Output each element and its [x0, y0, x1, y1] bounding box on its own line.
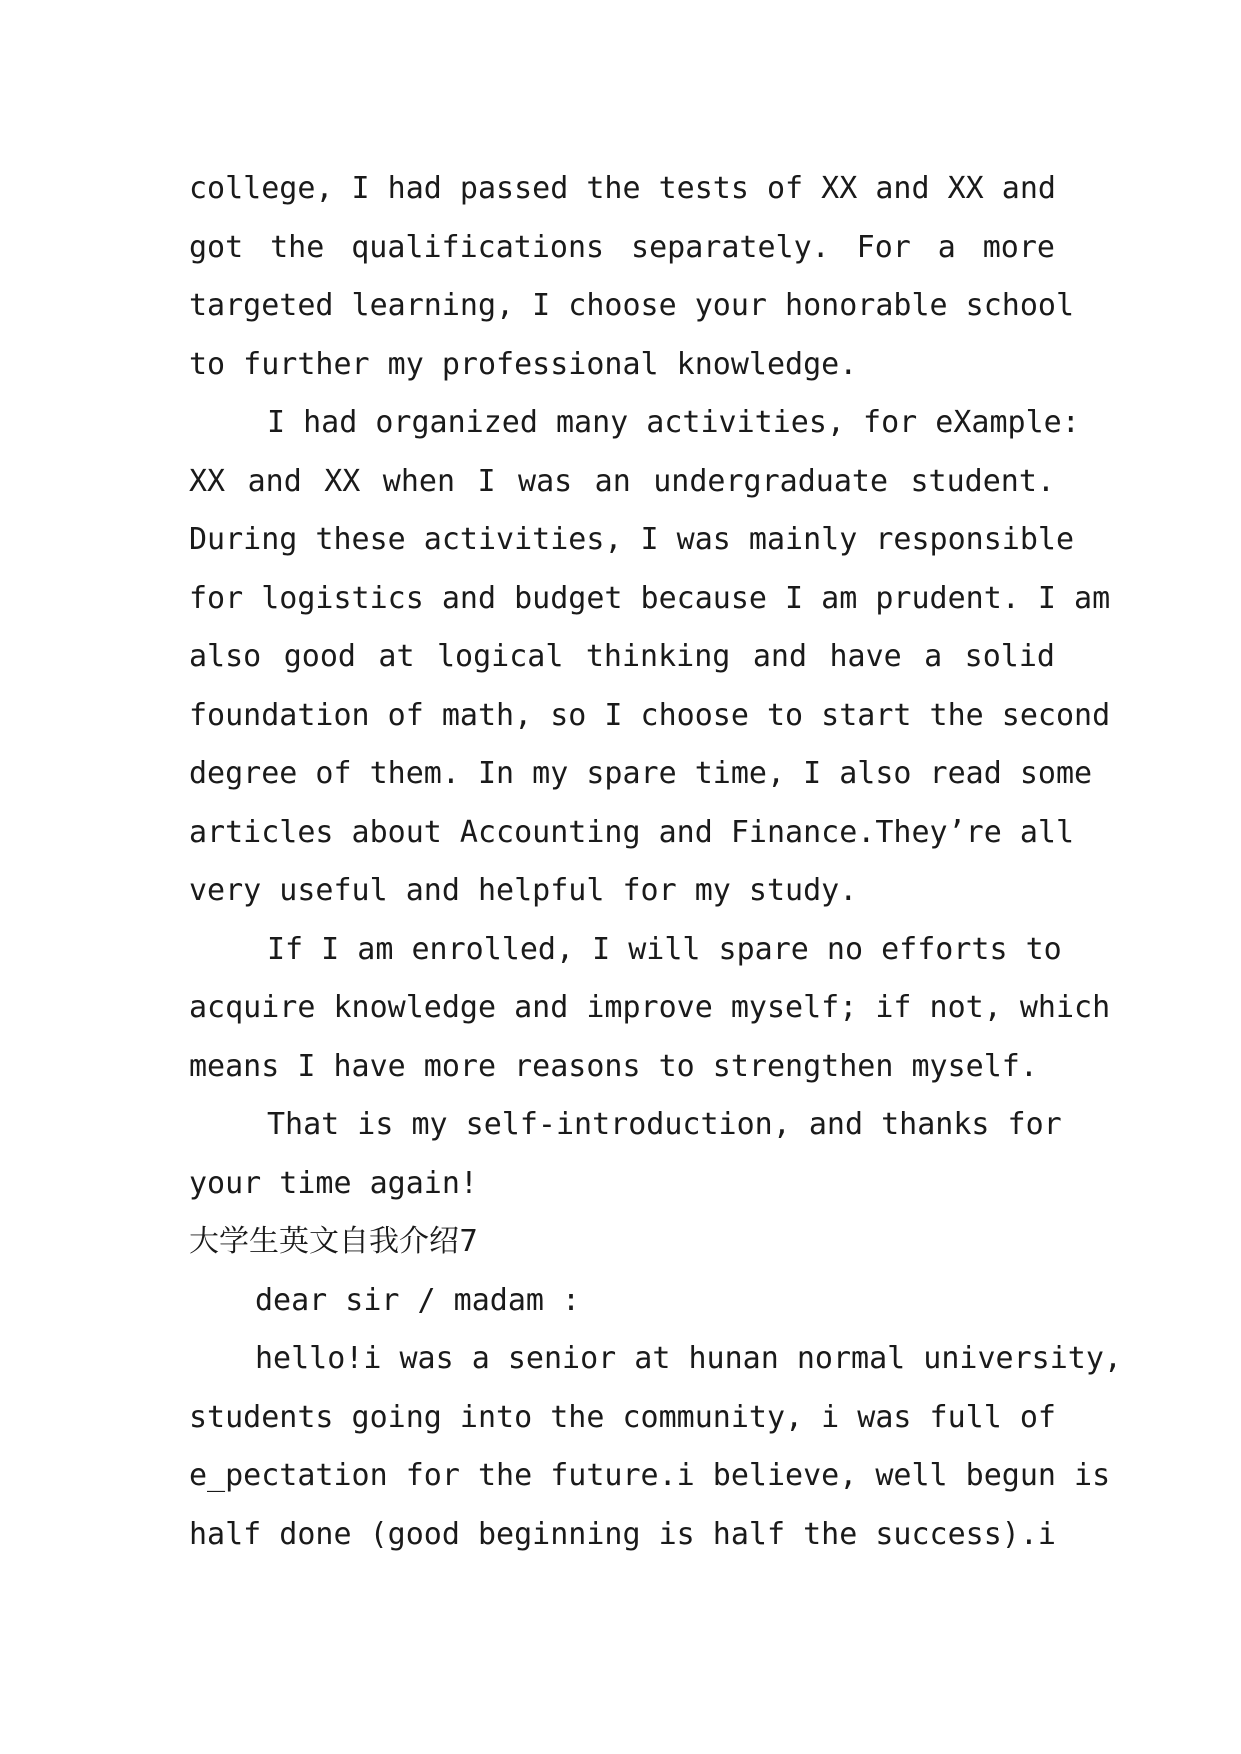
text-line: also good at logical thinking and have a solid — [189, 639, 1055, 674]
salutation: dear sir / madam : — [255, 1282, 581, 1318]
text-line: to further my professional knowledge. — [189, 346, 858, 382]
text-line: XX and XX when I was an undergraduate student. — [189, 463, 1055, 499]
text-line: degree of them. In my spare time, I also read some — [189, 756, 1093, 791]
text-line: targeted learning, I choose your honorable school — [189, 288, 1075, 323]
text-line: hello!i was a senior at hunan normal university, — [255, 1341, 1122, 1376]
text-line: half done (good beginning is half the success).i — [189, 1516, 1056, 1552]
text-line: means I have more reasons to strengthen myself. — [189, 1048, 1038, 1084]
text-line: foundation of math, so I choose to start the second — [189, 697, 1111, 733]
text-line: for logistics and budget because I am prudent. I am — [189, 580, 1111, 616]
text-line: students going into the community, i was full of — [189, 1399, 1056, 1435]
document-body — [189, 160, 1122, 1564]
text-line: That is my self-introduction, and thanks for — [267, 1107, 1062, 1142]
paragraph-enrollment — [189, 921, 1111, 1097]
text-line: your time again! — [189, 1165, 478, 1201]
paragraph-qualifications — [189, 160, 1075, 394]
text-line: I had organized many activities, for eXample: — [267, 405, 1080, 440]
paragraph-thanks — [189, 1096, 1062, 1213]
text-line: college, I had passed the tests of XX and XX and — [189, 171, 1056, 206]
paragraph-hello — [189, 1330, 1122, 1564]
text-line: very useful and helpful for my study. — [189, 873, 858, 908]
text-line: During these activities, I was mainly responsible — [189, 522, 1075, 557]
paragraph-activities — [189, 394, 1111, 921]
text-line: acquire knowledge and improve myself; if not, which — [189, 990, 1111, 1025]
text-line: If I am enrolled, I will spare no efforts to — [267, 931, 1062, 967]
text-line: e_pectation for the future.i believe, well begun is — [189, 1458, 1111, 1493]
section-heading: 大学生英文自我介绍7 — [189, 1224, 479, 1259]
text-line: articles about Accounting and Finance.They’re all — [189, 814, 1075, 850]
text-line: got the qualifications separately. For a more — [189, 229, 1055, 265]
